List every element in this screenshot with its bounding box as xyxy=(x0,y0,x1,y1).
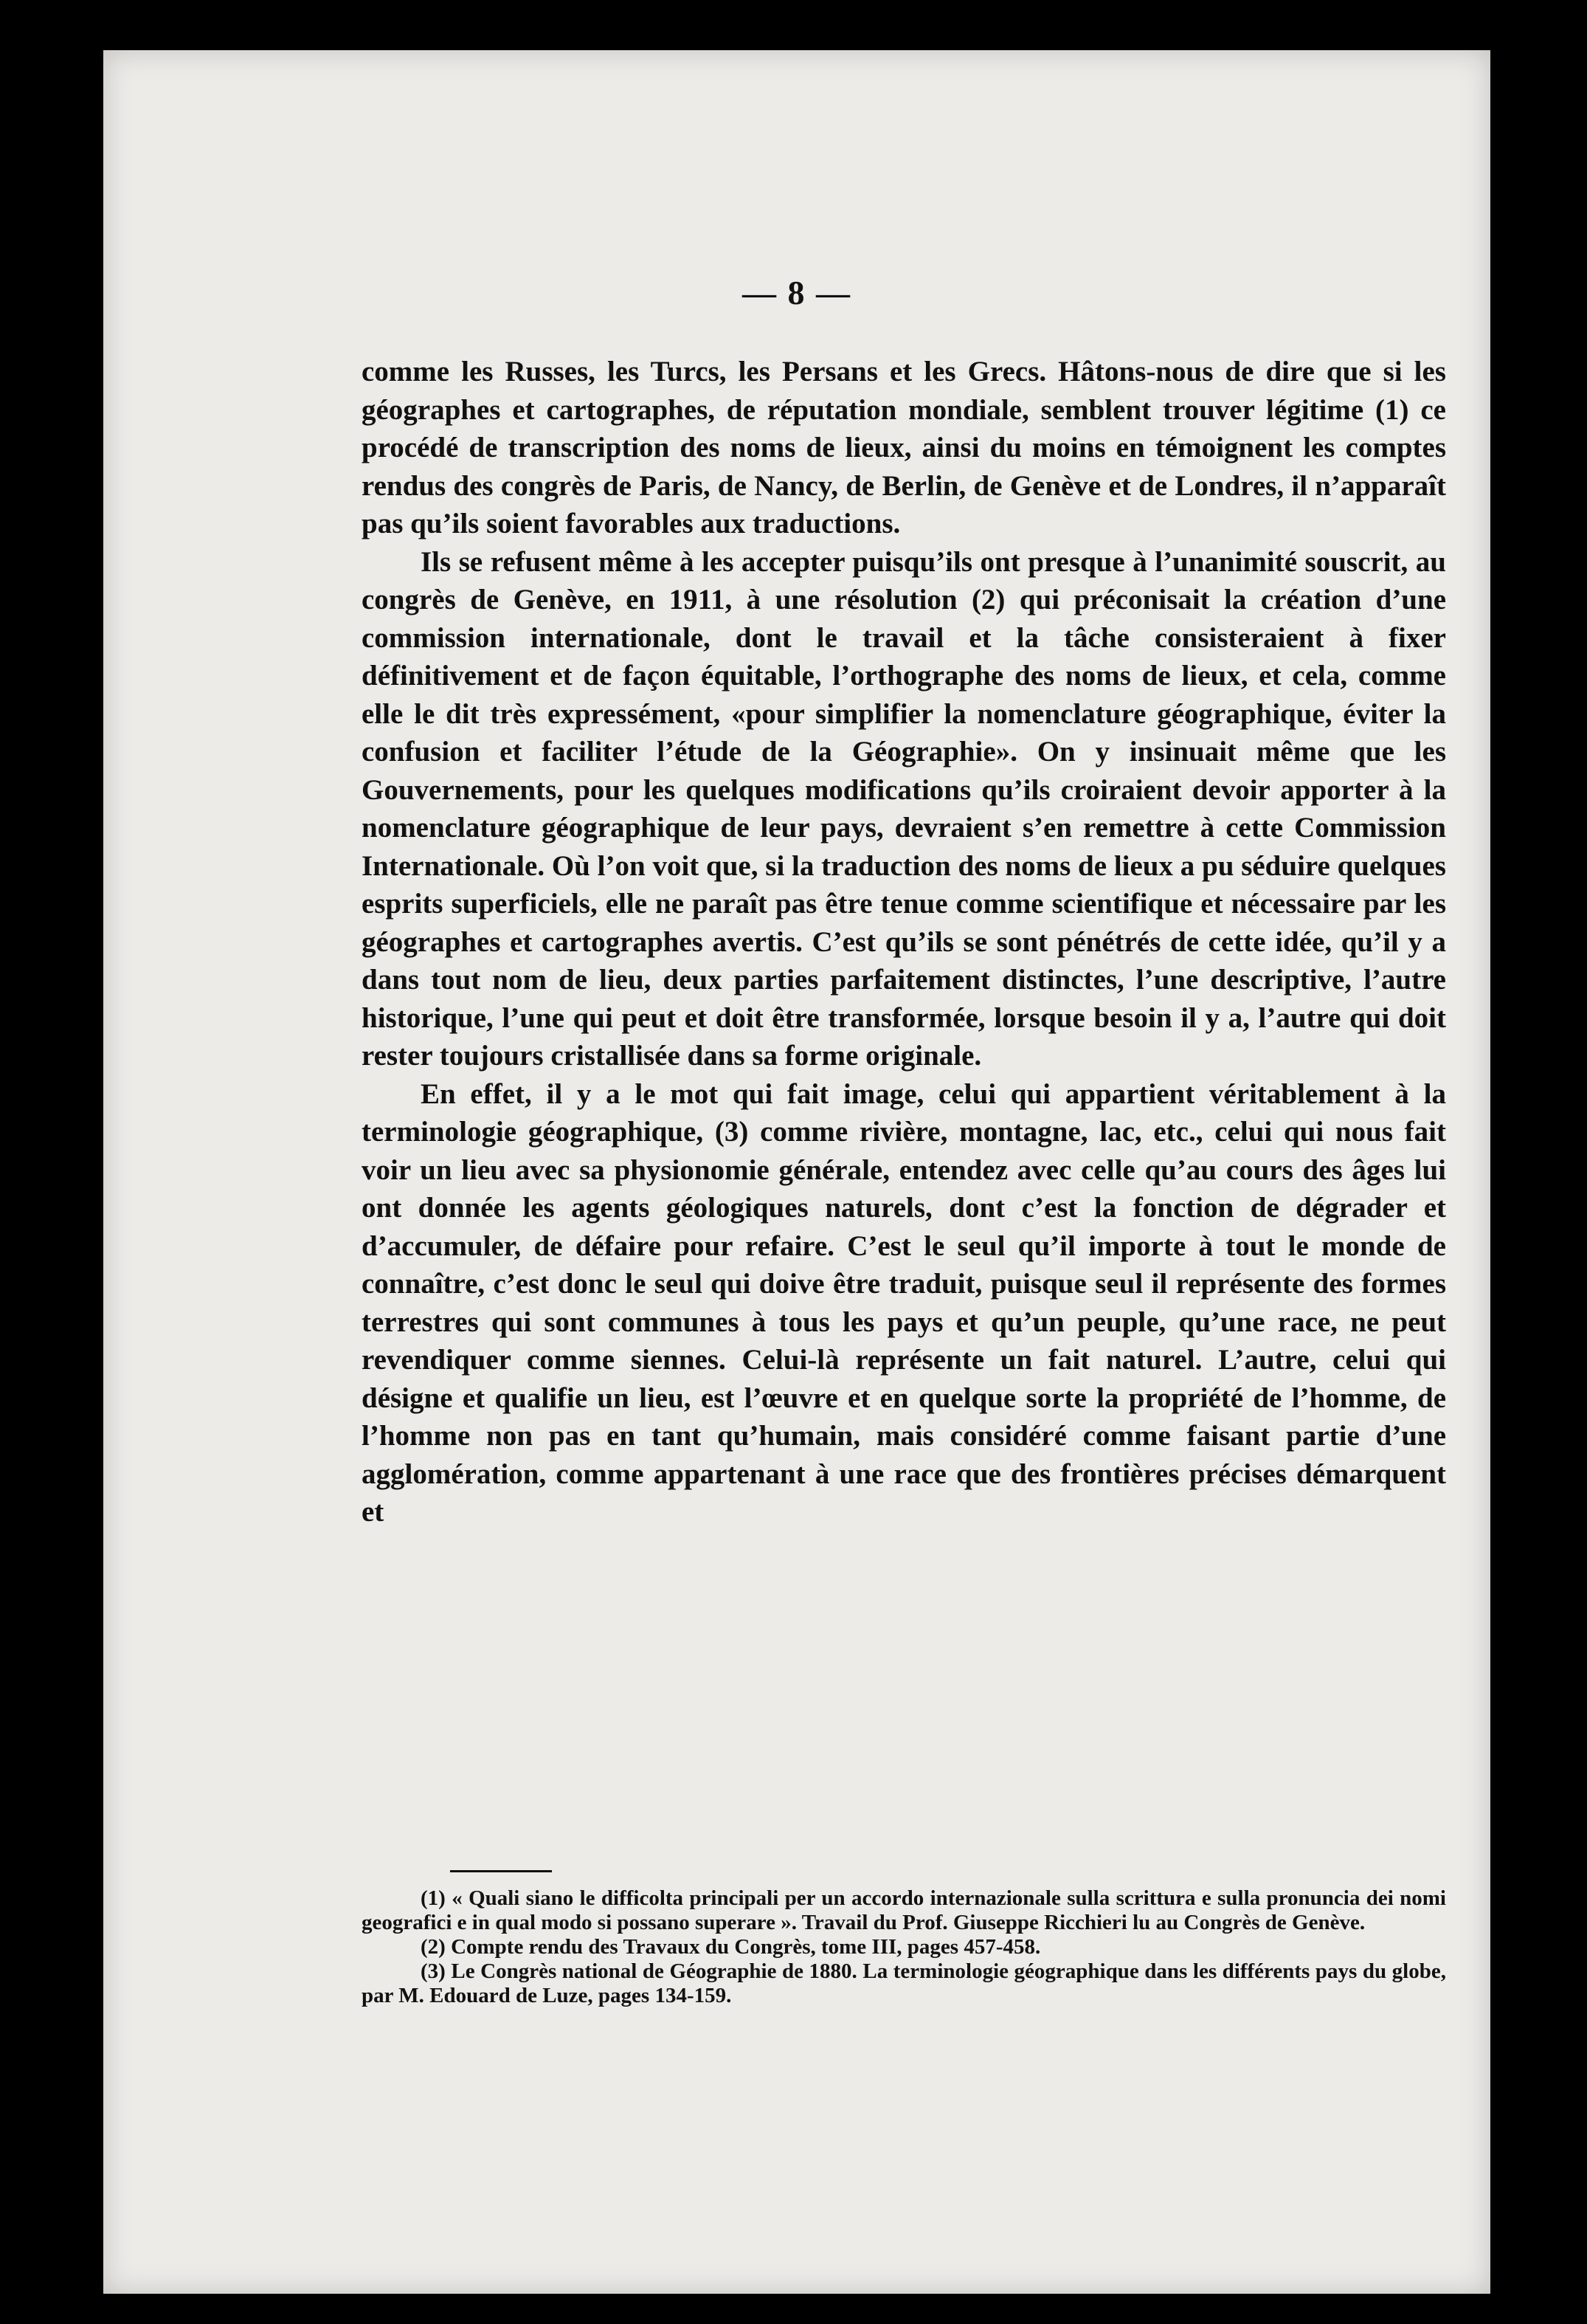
footnote-3: (3) Le Congrès national de Géographie de 1880. La terminologie géographique dans les différents pays du globe, par M. Edouard de Luze, pages 134-159. xyxy=(362,1959,1446,2007)
book-page xyxy=(103,50,1490,2294)
footnote-1: (1) « Quali siano le difficolta principali per un accordo internazionale sulla scrittura e sulla pronuncia dei nomi geografici e in qual modo si possano superare ». Travail du Prof. Giuseppe Ricchieri lu au Congrès de Genève. xyxy=(362,1886,1446,1934)
paragraph-2: Ils se refusent même à les accepter puisqu’ils ont presque à l’unanimité souscrit, au congrès de Genève, en 1911, à une résolution (2) qui préconisait la création d’une commission internationale, dont le travail et la tâche consisteraient à fixer définitivement et de façon équitable, l’orthographe des noms de lieux, et cela, comme elle le dit très expressément, «pour simplifier la nomenclature géographique, éviter la confusion et faciliter l’étude de la Géographie». On y insinuait même que les Gouvernements, pour les quelques modifications qu’ils croiraient devoir apporter à la nomenclature géographique de leur pays, devraient s’en remettre à cette Commission Internationale. Où l’on voit que, si la traduction des noms de lieux a pu séduire quelques esprits superficiels, elle ne paraît pas être tenue comme scientifique et nécessaire par les géographes et cartographes avertis. C’est qu’ils se sont pénétrés de cette idée, qu’il y a dans tout nom de lieu, deux parties parfaitement distinctes, l’une descriptive, l’autre historique, l’une qui peut et doit être transformée, lorsque besoin il y a, l’autre qui doit rester toujours cristallisée dans sa forme originale. xyxy=(362,545,1446,1072)
footnote-separator xyxy=(450,1870,552,1872)
paragraph-1: comme les Russes, les Turcs, les Persans et les Grecs. Hâtons-nous de dire que si les géographes et cartographes, de réputation mondiale, semblent trouver légitime (1) ce procédé de transcription des noms de lieux, ainsi du moins en témoignent les comptes rendus des congrès de Paris, de Nancy, de Berlin, de Genève et de Londres, il n’apparaît pas qu’ils soient favorables aux traductions. xyxy=(362,356,1446,539)
footnotes xyxy=(362,1886,1446,2008)
paragraph-3: En effet, il y a le mot qui fait image, celui qui appartient véritablement à la terminologie géographique, (3) comme rivière, montagne, lac, etc., celui qui nous fait voir un lieu avec sa physionomie générale, entendez avec celle qu’au cours des âges lui ont donnée les agents géologiques naturels, dont c’est la fonction de dégrader et d’accumuler, de défaire pour refaire. C’est le seul qu’il importe à tout le monde de connaître, c’est donc le seul qui doive être traduit, puisque seul il représente des formes terrestres qui sont communes à tous les pays et qu’un peuple, qu’une race, ne peut revendiquer comme siennes. Celui-là représente un fait naturel. L’autre, celui qui désigne et qualifie un lieu, est l’œuvre et en quelque sorte la propriété de l’homme, de l’homme non pas en tant qu’humain, mais considéré comme faisant partie d’une agglomération, comme appartenant à une race que des frontières précises démarquent et xyxy=(362,1077,1446,1528)
footnote-2: (2) Compte rendu des Travaux du Congrès, tome III, pages 457-458. xyxy=(421,1935,1041,1959)
body-text xyxy=(362,353,1446,1531)
page-number: — 8 — xyxy=(742,274,851,311)
